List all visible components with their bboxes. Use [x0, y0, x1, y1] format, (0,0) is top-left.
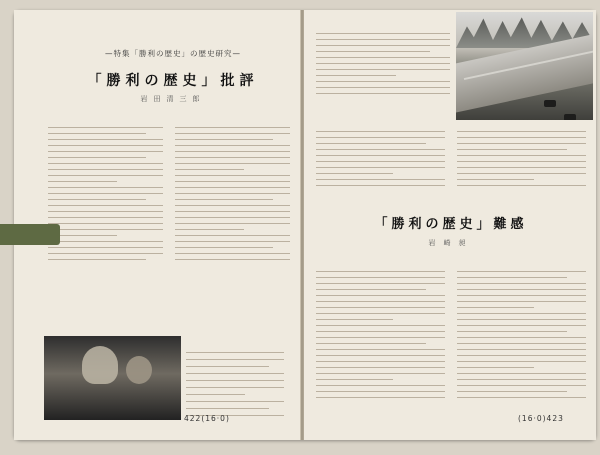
right-mid-text-columns [316, 126, 586, 216]
left-text-col-1 [48, 122, 163, 332]
page-tab-marker [0, 224, 60, 245]
right-page-number: (16·0)423 [518, 414, 564, 423]
left-text-columns [48, 122, 290, 332]
right-article-title: 「勝利の歴史」難感 [374, 217, 528, 232]
right-mid-col-1 [316, 126, 445, 216]
left-series-heading: —特集「勝利の歴史」の歴史研究— [105, 49, 241, 58]
left-caption-text [186, 346, 284, 422]
left-page-number: 422(16·0) [184, 414, 230, 423]
left-article-author: 岩田清三郎 [140, 95, 206, 103]
right-top-text-columns [316, 28, 450, 120]
right-bottom-text-columns [316, 266, 586, 412]
left-text-col-2 [175, 122, 290, 332]
right-bottom-col-1 [316, 266, 445, 412]
right-page [304, 10, 596, 440]
right-photo [456, 12, 593, 120]
left-article-title: 「勝利の歴史」批評 [87, 73, 259, 89]
magazine-spread [14, 10, 596, 440]
left-photo [44, 336, 181, 420]
right-mid-col-2 [457, 126, 586, 216]
right-article-author: 岩崎昶 [428, 239, 474, 247]
right-top-col-1 [316, 28, 450, 120]
right-bottom-col-2 [457, 266, 586, 412]
